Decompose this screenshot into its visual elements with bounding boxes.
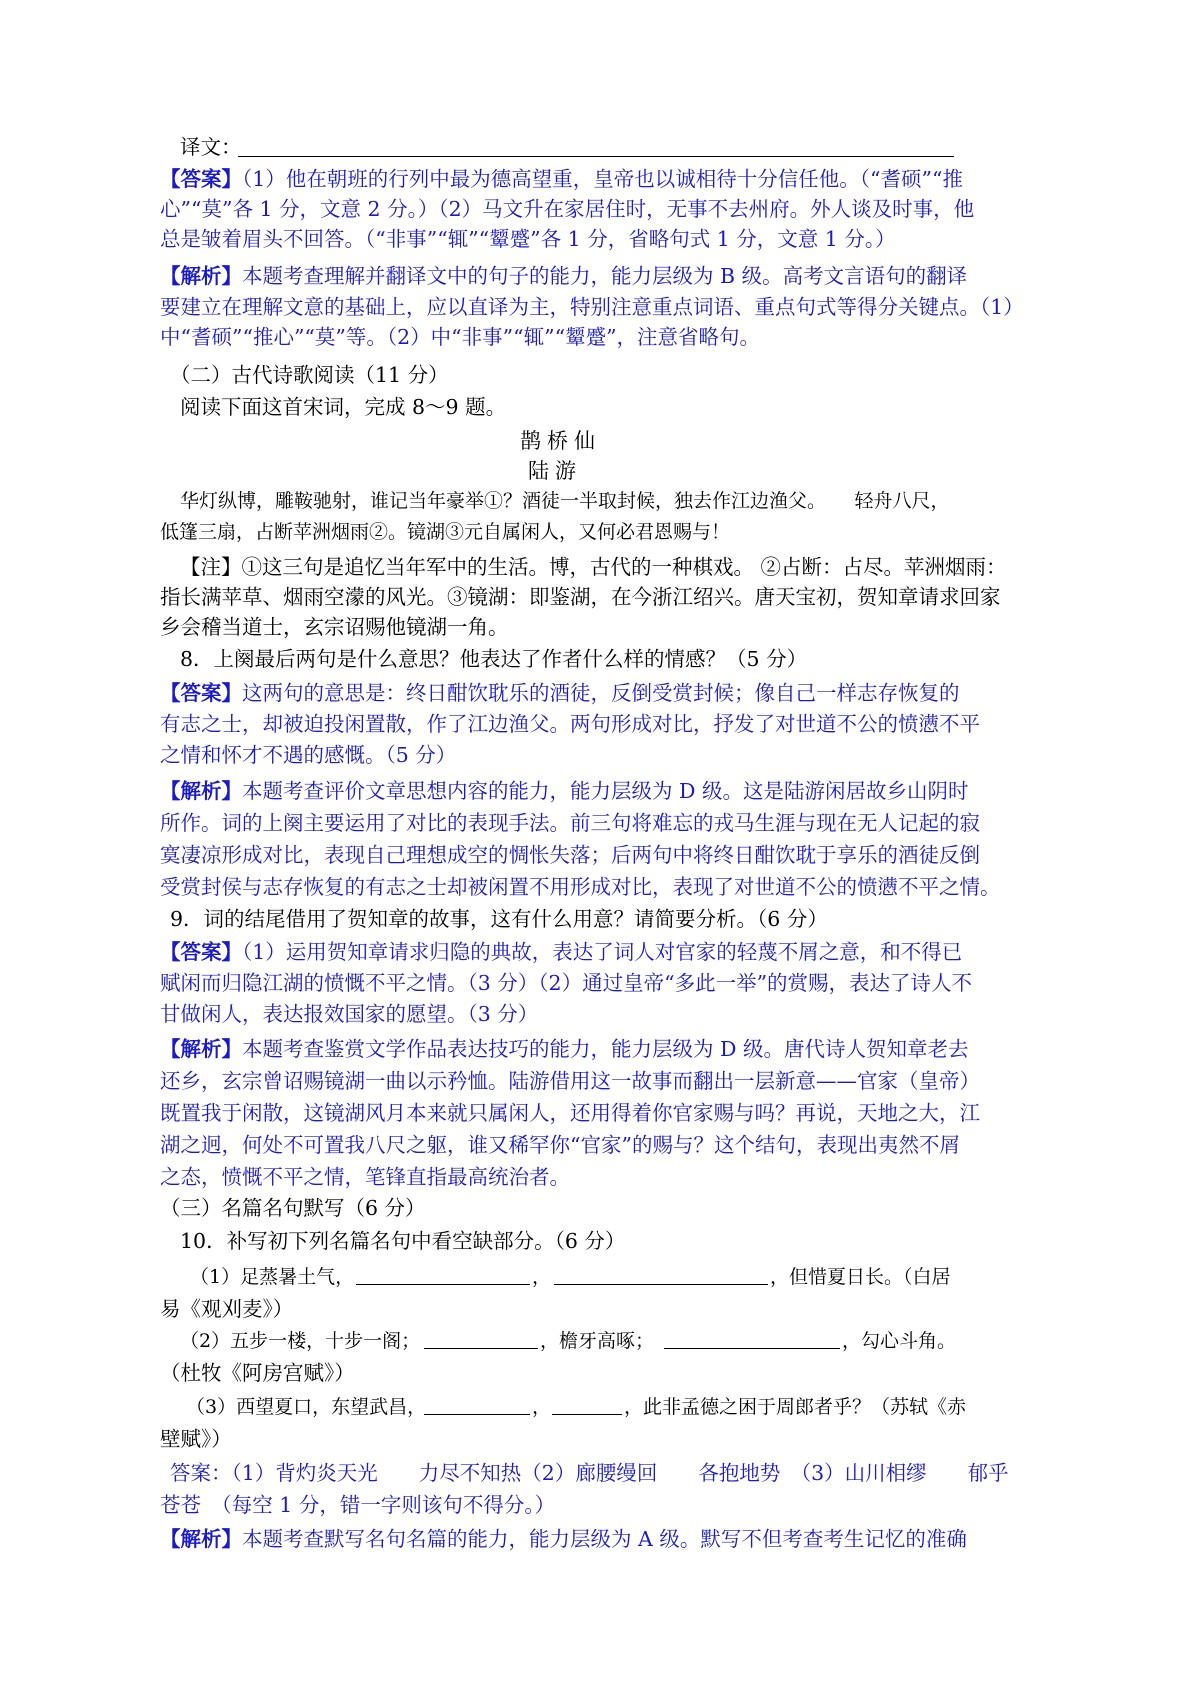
answer-tag: 【答案】 xyxy=(160,167,242,191)
translation-label: 译文： xyxy=(180,135,242,159)
q8-analysis-line-2: 所作。词的上阕主要运用了对比的表现手法。前三句将难忘的戎马生涯与现在无人记起的寂 xyxy=(160,811,980,835)
poem-author: 陆游 xyxy=(528,459,582,483)
analysis-tag: 【解析】 xyxy=(160,1037,242,1061)
q9-analysis-line-1: 【解析】本题考查鉴赏文学作品表达技巧的能力，能力层级为 D 级。唐代诗人贺知章老去 xyxy=(160,1037,969,1061)
q10-item-2-blank-1 xyxy=(424,1348,538,1349)
q10-analysis-line-1: 【解析】本题考查默写名句名篇的能力，能力层级为 A 级。默写不但考查考生记忆的准确 xyxy=(160,1527,967,1551)
q9-analysis-line-5: 之态，愤慨不平之情，笔锋直指最高统治者。 xyxy=(160,1165,570,1189)
q10-item-1-blank-1 xyxy=(356,1284,530,1285)
answer-tag: 【答案】 xyxy=(160,681,242,705)
q10-item-3-start: （3）西望夏口，东望武昌， xyxy=(186,1396,427,1418)
q8-question: 8．上阕最后两句是什么意思？他表达了作者什么样的情感？（5 分） xyxy=(180,647,808,671)
q10-item-3-blank-1 xyxy=(424,1414,530,1415)
q10-item-2-end: ，勾心斗角。 xyxy=(842,1330,957,1352)
poem-title: 鹊桥仙 xyxy=(520,429,601,453)
q10-item-2-middle: ，檐牙高啄； xyxy=(540,1330,655,1352)
q10-item-1-blank-2 xyxy=(554,1284,768,1285)
note-line-3: 乡会稽当道士，玄宗诏赐他镜湖一角。 xyxy=(160,615,509,639)
q10-item-2-start: （2）五步一楼，十步一阁； xyxy=(180,1330,421,1352)
q9-analysis-line-4: 湖之迥，何处不可置我八尺之躯，谁又稀罕你“官家”的赐与？这个结句，表现出夷然不屑 xyxy=(160,1133,960,1157)
answer-tag: 【答案】 xyxy=(160,940,242,964)
q7-answer-line-3: 总是皱着眉头不回答。（“非事”“辄”“颦蹙”各 1 分，省略句式 1 分，文意 1 分。） xyxy=(160,227,896,251)
q8-answer-line-3: 之情和怀才不遇的感慨。（5 分） xyxy=(160,743,457,767)
q10-item-1-end: ，但惜夏日长。（白居 xyxy=(770,1266,951,1288)
q10-item-3-end: ，此非孟德之困于周郎者乎？（苏轼《赤 xyxy=(624,1396,967,1418)
q10-answer-line-1: 答案：（1）背灼炎天光 力尽不知热（2）廊腰缦回 各抱地势 （3）山川相缪 郁乎 xyxy=(170,1461,1009,1485)
q9-analysis-line-2: 还乡，玄宗曾诏赐镜湖一曲以示矜恤。陆游借用这一故事而翻出一层新意——官家（皇帝） xyxy=(160,1069,980,1093)
q7-answer-line-2: 心”“莫”各 1 分，文意 2 分。）（2）马文升在家居住时，无事不去州府。外人谈及时事，他 xyxy=(160,197,975,221)
q9-analysis-line-3: 既置我于闲散，这镜湖风月本来就只属闲人，还用得着你官家赐与吗？再说，天地之大，江 xyxy=(160,1101,980,1125)
q9-question: 9．词的结尾借用了贺知章的故事，这有什么用意？请简要分析。（6 分） xyxy=(170,907,828,931)
q10-answer-line-2: 苍苍 （每空 1 分，错一字则该句不得分。） xyxy=(160,1493,556,1517)
q8-analysis-line-1: 【解析】本题考查评价文章思想内容的能力，能力层级为 D 级。这是陆游闲居故乡山阴时 xyxy=(160,779,969,803)
q7-analysis-line-2: 要建立在理解文意的基础上，应以直译为主，特别注意重点词语、重点句式等得分关键点。（1） xyxy=(160,295,1024,319)
q9-answer-line-3: 甘做闲人，表达报效国家的愿望。（3 分） xyxy=(160,1002,539,1026)
poem-line-2: 低篷三扇，占断苹洲烟雨②。镜湖③元自属闲人，又何必君恩赐与！ xyxy=(160,521,731,543)
analysis-tag: 【解析】 xyxy=(160,1527,242,1551)
analysis-tag: 【解析】 xyxy=(160,779,242,803)
q9-answer-line-2: 赋闲而归隐江湖的愤慨不平之情。（3 分）（2）通过皇帝“多此一举”的赏赐，表达了诗人不 xyxy=(160,971,973,995)
q10-item-3-source: 壁赋》） xyxy=(160,1427,232,1451)
q8-answer-line-2: 有志之士，却被迫投闲置散，作了江边渔父。两句形成对比，抒发了对世道不公的愤懑不平 xyxy=(160,712,980,736)
q7-answer-line-1: 【答案】（1）他在朝班的行列中最为德高望重，皇帝也以诚相待十分信任他。（“耆硕”“推 xyxy=(160,167,963,191)
note-line-1: 【注】①这三句是追忆当年军中的生活。博，古代的一种棋戏。 ②占断：占尽。苹洲烟雨： xyxy=(180,555,1007,579)
q10-item-2-blank-2 xyxy=(664,1348,840,1349)
q8-answer-line-1: 【答案】这两句的意思是：终日酣饮耽乐的酒徒，反倒受赏封候；像自己一样志存恢复的 xyxy=(160,681,960,705)
q10-item-1-start: （1）足蒸暑土气， xyxy=(190,1266,355,1288)
section-2-heading: （二）古代诗歌阅读（11 分） xyxy=(170,363,449,387)
q10-question: 10．补写初下列名篇名句中看空缺部分。（6 分） xyxy=(180,1229,626,1253)
q10-item-3-comma: ， xyxy=(532,1396,552,1418)
poem-line-1: 华灯纵博，雕鞍驰射，谁记当年豪举①？酒徒一半取封候，独去作江边渔父。 轻舟八尺， xyxy=(180,490,950,512)
q10-item-1-comma: ， xyxy=(532,1266,552,1288)
q10-item-2-source: （杜牧《阿房宫赋》） xyxy=(160,1361,355,1385)
q10-item-3-blank-2 xyxy=(552,1414,622,1415)
note-line-2: 指长满苹草、烟雨空濛的风光。③镜湖：即鉴湖，在今浙江绍兴。唐天宝初，贺知章请求回家 xyxy=(160,585,1001,609)
section-3-heading: （三）名篇名句默写（6 分） xyxy=(160,1196,426,1220)
translation-blank xyxy=(238,156,954,157)
q8-analysis-line-4: 受赏封侯与志存恢复的有志之士却被闲置不用形成对比，表现了对世道不公的愤懑不平之情。 xyxy=(160,875,1001,899)
section-2-instruction: 阅读下面这首宋词，完成 8～9 题。 xyxy=(180,395,507,419)
analysis-tag: 【解析】 xyxy=(160,264,242,288)
q9-answer-line-1: 【答案】（1）运用贺知章请求归隐的典故，表达了词人对官家的轻蔑不屑之意，和不得已 xyxy=(160,940,963,964)
q7-analysis-line-3: 中“耆硕”“推心”“莫”等。（2）中“非事”“辄”“颦蹙”，注意省略句。 xyxy=(160,325,761,349)
q7-analysis-line-1: 【解析】本题考查理解并翻译文中的句子的能力，能力层级为 B 级。高考文言语句的翻译 xyxy=(160,264,968,288)
q8-analysis-line-3: 寞凄凉形成对比，表现自己理想成空的惆怅失落；后两句中将终日酣饮耽于享乐的酒徒反倒 xyxy=(160,843,980,867)
q10-item-1-source: 易《观刈麦》） xyxy=(160,1297,294,1321)
